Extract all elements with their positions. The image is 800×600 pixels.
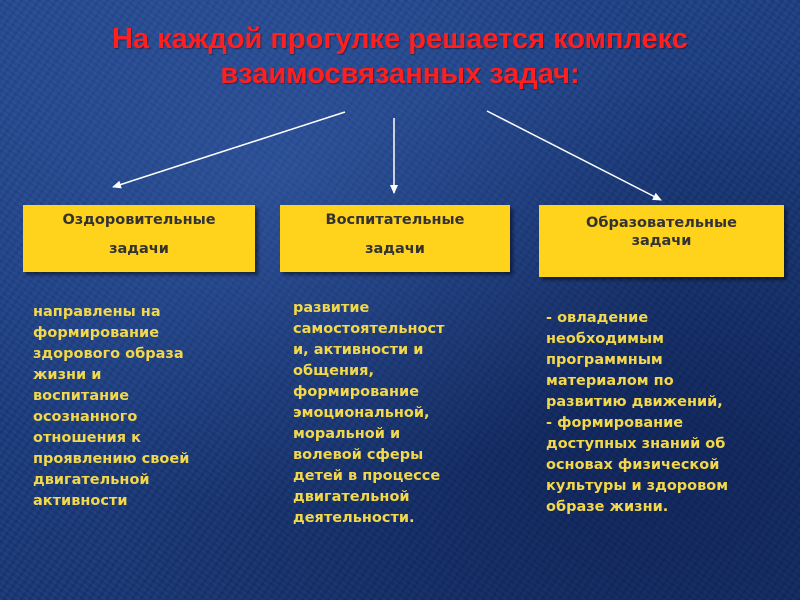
description-line: волевой сферы xyxy=(293,447,424,463)
description-line: двигательной xyxy=(293,489,410,505)
description-line: - формирование xyxy=(546,415,684,431)
educational-tasks-description xyxy=(546,308,786,518)
description-line: формирование xyxy=(33,325,160,341)
description-line: - овладение xyxy=(546,310,649,326)
description-line: детей в процессе xyxy=(293,468,441,484)
description-line: доступных знаний об xyxy=(546,436,726,452)
description-line: воспитание xyxy=(33,388,130,404)
health-tasks-label-line-1: Оздоровительные xyxy=(62,212,216,228)
slide-title-line-2: взаимосвязанных задач: xyxy=(220,58,580,90)
arrow-to-health-tasks xyxy=(113,112,345,187)
description-line: и, активности и xyxy=(293,342,424,358)
description-line: активности xyxy=(33,493,128,509)
upbringing-tasks-label-line-2: задачи xyxy=(365,241,425,257)
description-line: основах физической xyxy=(546,457,720,473)
description-line: развитию движений, xyxy=(546,394,723,410)
description-line: двигательной xyxy=(33,472,150,488)
educational-tasks-label-line-1: Образовательные xyxy=(586,215,737,231)
educational-tasks-label-line-2: задачи xyxy=(631,233,692,249)
upbringing-tasks-label-line-1: Воспитательные xyxy=(325,212,465,228)
upbringing-tasks-description xyxy=(293,298,518,529)
description-line: общения, xyxy=(293,363,374,379)
description-line: материалом по xyxy=(546,373,674,389)
description-line: направлены на xyxy=(33,304,161,320)
description-line: эмоциональной, xyxy=(293,405,430,421)
description-line: отношения к xyxy=(33,430,141,446)
description-line: деятельности. xyxy=(293,510,415,526)
health-tasks-description xyxy=(33,302,263,512)
description-line: культуры и здоровом xyxy=(546,478,729,494)
health-tasks-box xyxy=(23,205,255,272)
description-line: осознанного xyxy=(33,409,138,425)
description-line: формирование xyxy=(293,384,420,400)
educational-tasks-box xyxy=(539,205,784,277)
description-line: образе жизни. xyxy=(546,499,669,515)
description-line: здорового образа xyxy=(33,346,184,362)
description-line: самостоятельност xyxy=(293,321,445,337)
slide-title-line-1: На каждой прогулке решается комплекс xyxy=(112,23,688,55)
upbringing-tasks-box xyxy=(280,205,510,272)
description-line: моральной и xyxy=(293,426,401,442)
description-line: проявлению своей xyxy=(33,451,190,467)
description-line: развитие xyxy=(293,300,370,316)
description-line: программным xyxy=(546,352,663,368)
description-line: жизни и xyxy=(33,367,102,383)
arrow-to-educational-tasks xyxy=(487,111,661,200)
description-line: необходимым xyxy=(546,331,664,347)
health-tasks-label-line-2: задачи xyxy=(109,241,169,257)
